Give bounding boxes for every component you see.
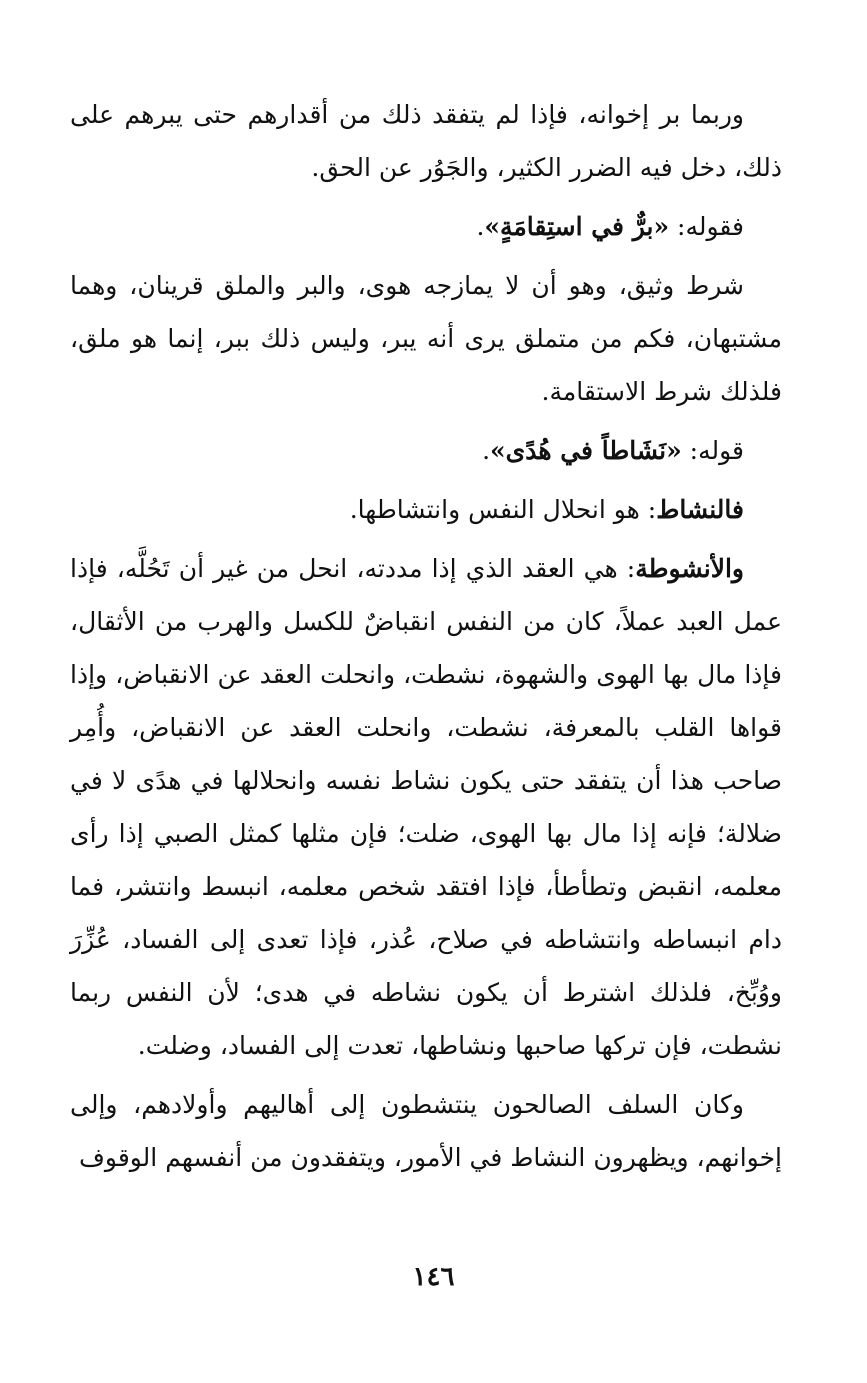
paragraph-condition bbox=[70, 259, 782, 418]
paragraph-definition-nashat bbox=[70, 483, 782, 536]
page-number: ١٤٦ bbox=[412, 1262, 455, 1292]
paragraph-intro bbox=[70, 88, 782, 194]
paragraph-quote-nashat bbox=[70, 424, 782, 477]
definition-nashat-text: : هو انحلال النفس وانتشاطها. bbox=[349, 495, 657, 524]
paragraph-definition-unshuta bbox=[70, 542, 782, 1072]
quote-suffix: . bbox=[482, 436, 491, 465]
term-unshuta: والأنشوطة bbox=[635, 554, 744, 583]
quote-text-nashat: «نَشَاطاً في هُدًى» bbox=[490, 436, 682, 465]
paragraph-intro-text: وربما بر إخوانه، فإذا لم يتفقد ذلك من أقدارهم حتى يبرهم على ذلك، دخل فيه الضرر الكثير، والجَوُر عن الحق. bbox=[70, 100, 782, 182]
paragraph-condition-text: شرط وثيق، وهو أن لا يمازجه هوى، والبر والملق قرينان، وهما مشتبهان، فكم من متملق يرى أنه يبر، وليس ذلك ببر، إنما هو ملق، فلذلك شرط الاستقامة. bbox=[70, 271, 782, 406]
quote-suffix: . bbox=[476, 212, 485, 241]
paragraph-quote-birr bbox=[70, 200, 782, 253]
quote-prefix: فقوله: bbox=[669, 212, 744, 241]
definition-unshuta-text: : هي العقد الذي إذا مددته، انحل من غير أن تَحُلَّه، فإذا عمل العبد عملاً، كان من النفس انقباضٌ للكسل والهرب من الأثقال، فإذا مال بها الهوى والشهوة، نشطت، وانحلت العقد عن الانقباض، وإذا قواها القلب بالمعرفة، نشطت، وانحلت العقد عن الانقباض، وأُمِر صاحب هذا أن يتفقد حتى يكون نشاط نفسه وانحلالها في هدًى لا في ضلالة؛ فإنه إذا مال بها الهوى، ضلت؛ فإن مثلها كمثل الصبي إذا رأى معلمه، انقبض وتطأطأ، فإذا افتقد شخص معلمه، انبسط وانتشر، فما دام انبساطه وانتشاطه في صلاح، عُذر، فإذا تعدى إلى الفساد، عُزِّرَ ووُبِّخ، فلذلك اشترط أن يكون نشاطه في هدى؛ لأن النفس ربما نشطت، فإن تركها صاحبها ونشاطها، تعدت إلى الفساد، وضلت. bbox=[70, 554, 782, 1060]
page-body bbox=[70, 88, 782, 1190]
quote-text-birr: «برٌّ في استِقامَةٍ» bbox=[484, 212, 670, 241]
quote-prefix: قوله: bbox=[681, 436, 744, 465]
paragraph-salaf bbox=[70, 1078, 782, 1184]
paragraph-salaf-text: وكان السلف الصالحون ينتشطون إلى أهاليهم وأولادهم، وإلى إخوانهم، ويظهرون النشاط في الأمور، ويتفقدون من أنفسهم الوقوف bbox=[70, 1090, 782, 1172]
term-nashat: فالنشاط bbox=[656, 495, 744, 524]
